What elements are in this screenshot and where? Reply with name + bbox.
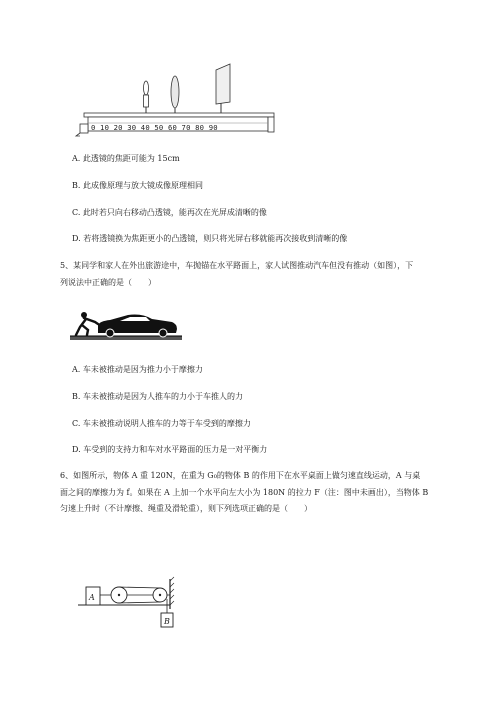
block-a-label: A	[89, 593, 95, 602]
q5-stem-line2: 列说法中正确的是（ ）	[60, 278, 156, 287]
q5-option-a: A. 车未被推动是因为推力小于摩擦力	[72, 365, 203, 374]
block-b-label: B	[164, 617, 170, 626]
pulley-figure	[0, 575, 500, 655]
q6-stem-line2: 面之间的摩擦力为 f。如果在 A 上加一个水平向左大小为 180N 的拉力 F（注：图中未画出），当物体 B	[60, 488, 429, 497]
q5-stem-line1: 5、某同学和家人在外出旅游途中，车抛锚在水平路面上，家人试图推动汽车但没有推动（如图），下	[60, 261, 414, 270]
q4-option-d: D. 若将透镜换为焦距更小的凸透镜，则只将光屏右移就能再次接收到清晰的像	[72, 234, 348, 243]
block-a	[86, 587, 100, 605]
light-screen	[216, 64, 230, 114]
q6-stem-line1: 6、如图所示，物体 A 重 120N，在重为 G₀的物体 B 的作用下在水平桌面上做匀速直线运动，A 与桌	[60, 471, 421, 480]
optical-bench-figure	[0, 0, 500, 140]
pulleys	[100, 587, 167, 603]
q4-option-c: C. 此时若只向右移动凸透镜，能再次在光屏成清晰的像	[72, 208, 267, 217]
block-b	[161, 599, 173, 627]
car-silhouette	[98, 315, 177, 338]
pushing-person	[76, 312, 98, 335]
convex-lens	[171, 76, 179, 114]
q5-option-d: D. 车受到的支持力和车对水平路面的压力是一对平衡力	[72, 445, 268, 454]
q4-option-a: A. 此透镜的焦距可能为 15cm	[72, 154, 180, 163]
q5-option-c: C. 车未被推动说明人推车的力等于车受到的摩擦力	[72, 419, 251, 428]
bench-scale-label: 0 10 20 30 40 50 60 70 80 90	[91, 123, 218, 132]
q6-stem-line3: 匀速上升时（不计摩擦、绳重及滑轮重），则下列选项正确的是（ ）	[60, 504, 312, 513]
wall-mount	[167, 577, 174, 609]
car-push-figure	[0, 305, 500, 355]
candle	[144, 81, 149, 114]
q4-option-b: B. 此成像原理与放大镜成像原理相同	[72, 181, 203, 190]
q5-option-b: B. 车未被推动是因为人推车的力小于车推人的力	[72, 392, 243, 401]
